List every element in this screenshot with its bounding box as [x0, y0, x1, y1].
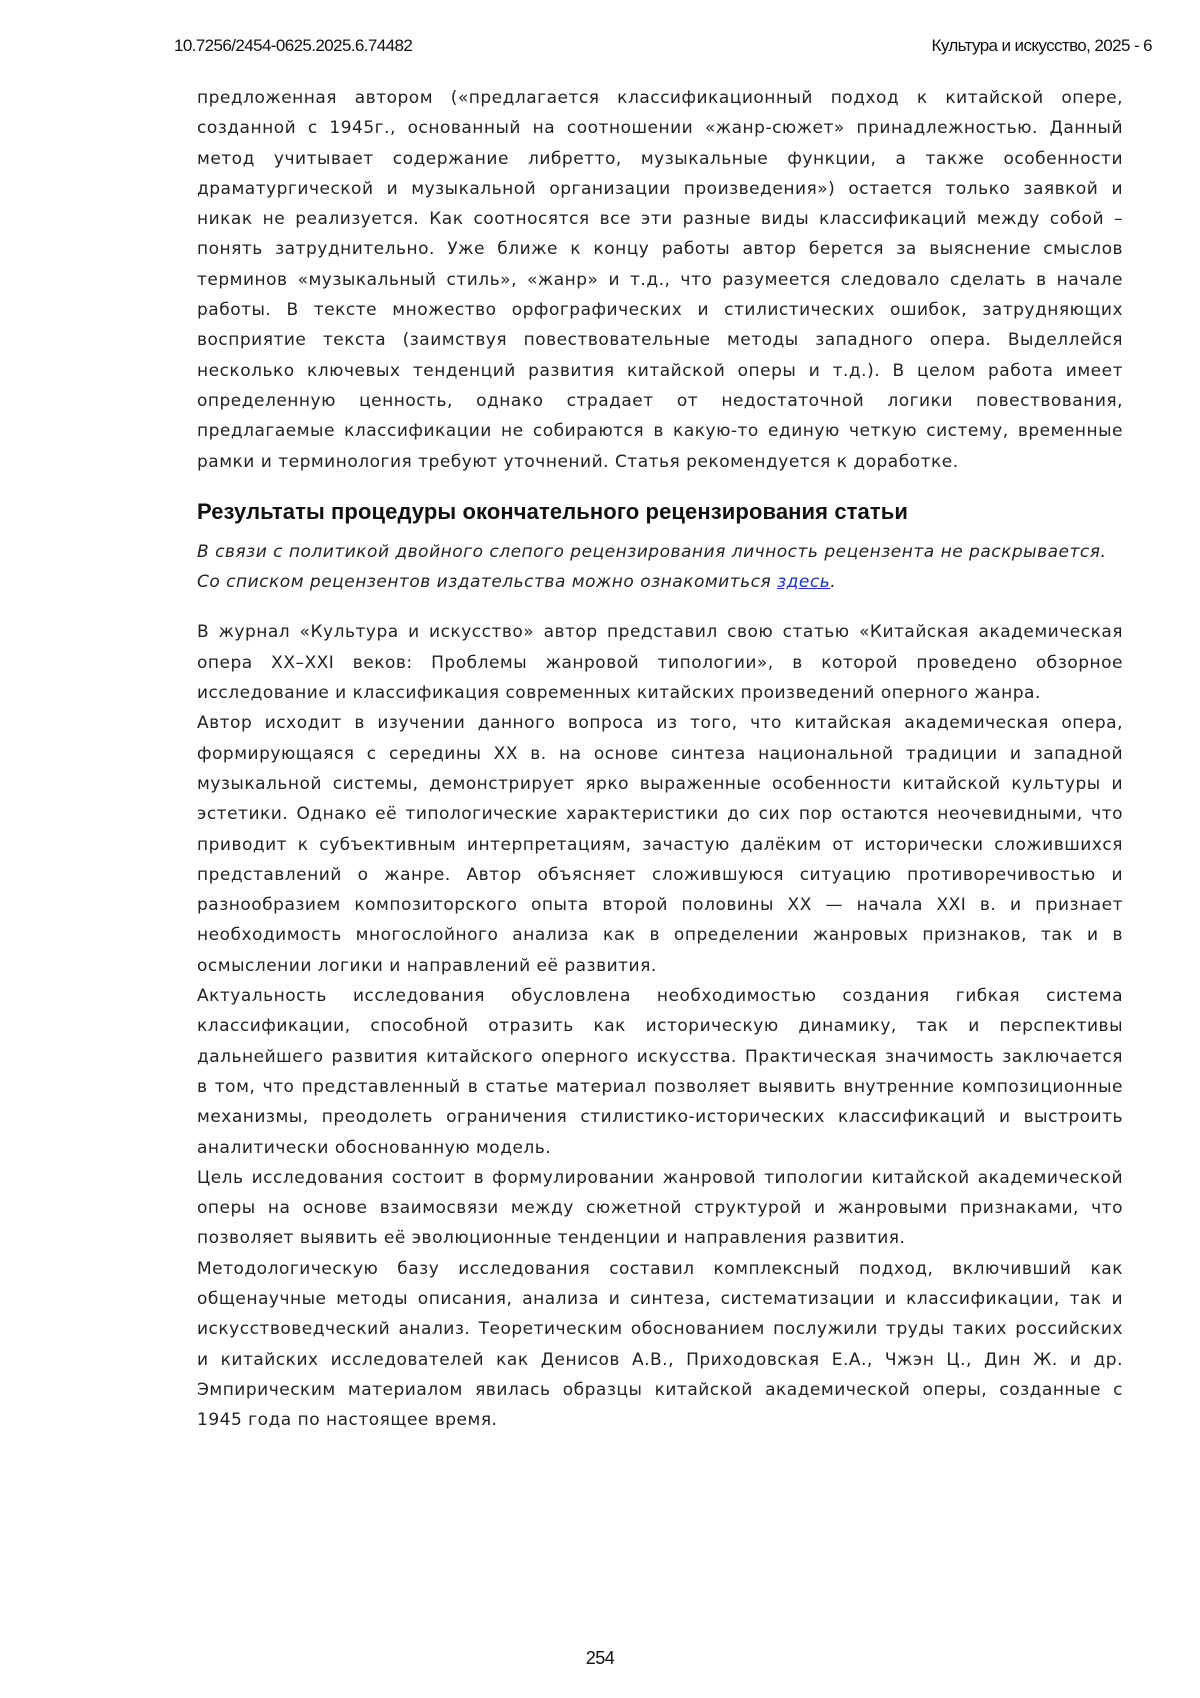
review-note-suffix: . — [830, 572, 837, 593]
body-paragraph-2: Автор исходит в изучении данного вопроса из того, что китайская академическая опера, формирующаяся с середины XX в. на основе синтеза национальной традиции и западной музыкальной системы, демонстрирует ярко выраженные особенности китайской культуры и эстетики. Однако её типологические характеристики до сих пор остаются неочевидными, что приводит к субъективным интерпретациям, зачастую далёким от исторически сложившихся представлений о жанре. Автор объясняет сложившуюся ситуацию противоречивостью и разнообразием композиторского опыта второй половины XX — начала XXI в. и признает необходимость многослойного анализа как в определении жанровых признаков, так и в осмыслении логики и направлений её развития. — [197, 713, 1123, 976]
review-note-prefix: Со списком рецензентов издательства можно ознакомиться — [197, 572, 778, 593]
article-body — [197, 83, 1123, 1435]
review-note-line-2 — [197, 567, 1123, 597]
doi: 10.7256/2454-0625.2025.6.74482 — [174, 36, 413, 55]
intro-paragraph: предложенная автором («предлагается классификационный подход к китайской опере, созданной с 1945г., основанный на соотношении «жанр-сюжет» принадлежностью. Данный метод учитывает содержание либретто, музыкальные функции, а также особенности драматургической и музыкальной организации произведения») остается только заявкой и никак не реализуется. Как соотносятся все эти разные виды классификаций между собой – понять затруднительно. Уже ближе к концу работы автор берется за выяснение смыслов терминов «музыкальный стиль», «жанр» и т.д., что разумеется следовало сделать в начале работы. В тексте множество орфографических и стилистических ошибок, затрудняющих восприятие текста (заимствуя повествовательные методы западного опера. Выделлейся несколько ключевых тенденций развития китайской оперы и т.д.). В целом работа имеет определенную ценность, однако страдает от недостаточной логики повествования, предлагаемые классификации не собираются в какую-то единую четкую систему, временные рамки и терминология требуют уточнений. Статья рекомендуется к доработке. — [197, 88, 1123, 472]
body-paragraph-4: Цель исследования состоит в формулировании жанровой типологии китайской академической оперы на основе взаимосвязи между сюжетной структурой и жанровыми признаками, что позволяет выявить её эволюционные тенденции и направления развития. — [197, 1167, 1123, 1249]
reviewers-link[interactable]: здесь — [777, 572, 831, 593]
review-note-line-1: В связи с политикой двойного слепого рецензирования личность рецензента не раскрывается. — [197, 541, 1107, 562]
journal-issue: Культура и искусство, 2025 - 6 — [931, 36, 1152, 55]
body-paragraph-5: Методологическую базу исследования составил комплексный подход, включивший как общенаучные методы описания, анализа и синтеза, систематизации и классификации, так и искусствоведческий анализ. Теоретическим обоснованием послужили труды таких российских и китайских исследователей как Денисов А.В., Приходовская Е.А., Чжэн Ц., Дин Ж. и др. Эмпирическим материалом явилась образцы китайской академической оперы, созданные с 1945 года по настоящее время. — [197, 1258, 1123, 1431]
page-number: 254 — [585, 1648, 615, 1668]
section-title: Результаты процедуры окончательного рецензирования статьи — [197, 498, 908, 524]
body-paragraph-1: В журнал «Культура и искусство» автор представил свою статью «Китайская академическая опера XX–XXI веков: Проблемы жанровой типологии», в которой проведено обзорное исследование и классификация современных китайских произведений оперного жанра. — [197, 622, 1123, 704]
review-note — [197, 537, 1123, 598]
running-header — [174, 36, 1152, 62]
body-paragraph-3: Актуальность исследования обусловлена необходимостью создания гибкая система классификации, способной отразить как историческую динамику, так и перспективы дальнейшего развития китайского оперного искусства. Практическая значимость заключается в том, что представленный в статье материал позволяет выявить внутренние композиционные механизмы, преодолеть ограничения стилистико-исторических классификаций и выстроить аналитически обоснованную модель. — [197, 986, 1123, 1158]
